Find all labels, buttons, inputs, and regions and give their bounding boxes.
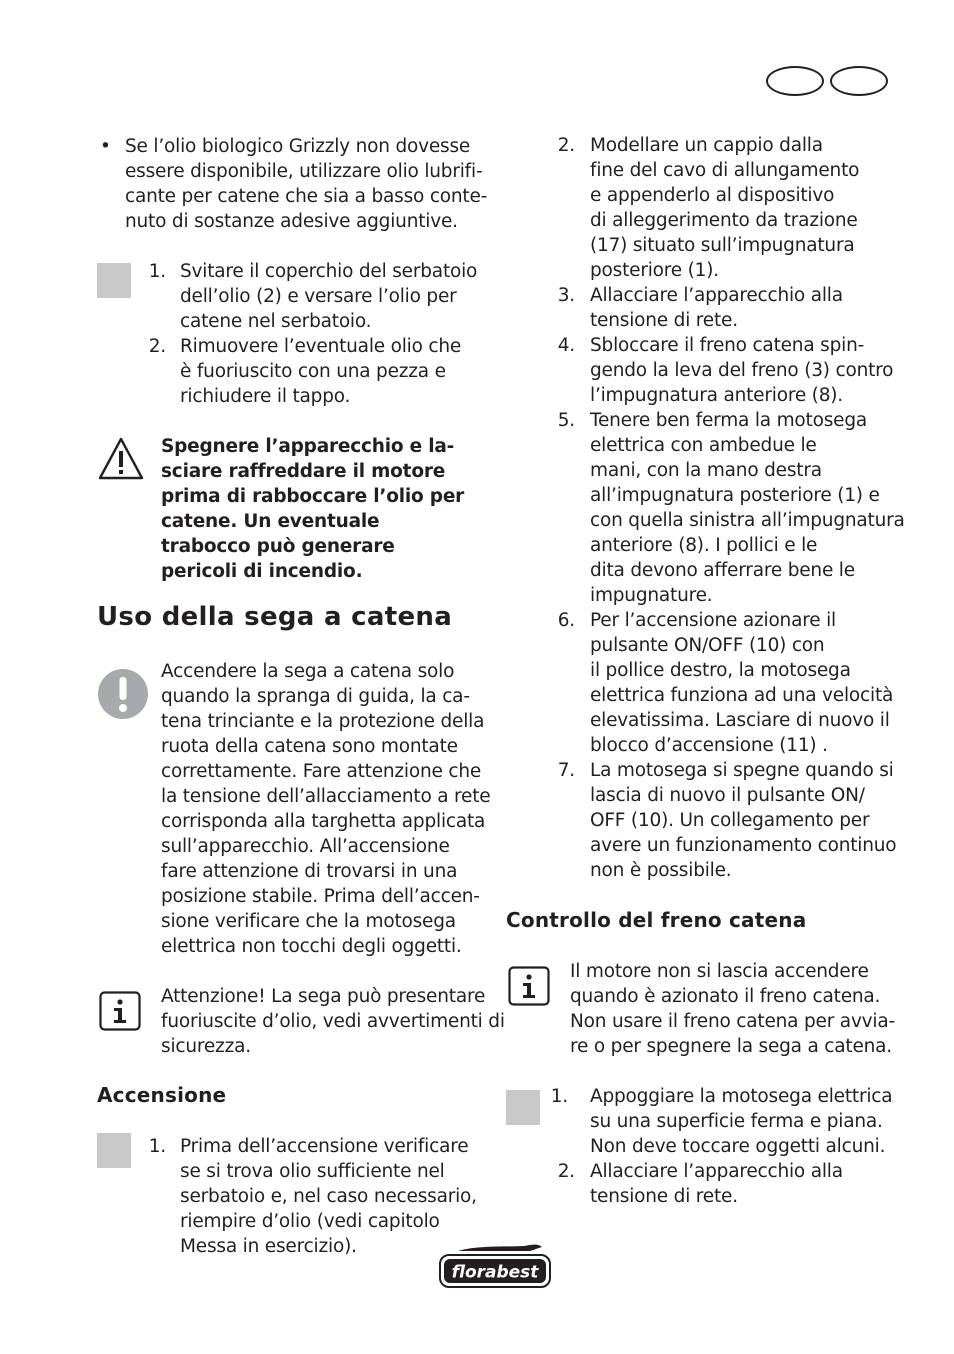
subheading-controllo-freno: Controllo del freno catena — [506, 908, 807, 932]
step-number: 2. — [557, 1161, 575, 1182]
subheading-accensione: Accensione — [97, 1083, 227, 1107]
step-text: Allacciare l’apparecchio alla tensione di rete. — [590, 285, 843, 331]
step-number: 1. — [148, 261, 166, 282]
step-number: 3. — [557, 285, 575, 306]
gray-square-icon — [506, 1090, 540, 1125]
section-title: Uso della sega a catena — [97, 602, 453, 632]
step-number: 4. — [557, 335, 575, 356]
step-text: Svitare il coperchio del serbatoio dell’olio (2) e versare l’olio per catene nel serbatoio. — [180, 261, 478, 332]
step-text: La motosega si spegne quando si lascia di nuovo il pulsante ON/ OFF (10). Un collegamento per avere un funzionamento continuo non è possibile. — [590, 760, 897, 881]
step-number: 7. — [557, 760, 575, 781]
gray-square-icon — [97, 263, 131, 298]
language-oval-left — [766, 66, 824, 96]
warning-text: Spegnere l’apparecchio e la- sciare raffreddare il motore prima di rabboccare l’olio per catene. Un eventuale trabocco può generare pericoli di incendio. — [161, 436, 465, 582]
step-text: Appoggiare la motosega elettrica su una superficie ferma e piana. Non deve toccare oggetti alcuni. — [590, 1086, 893, 1157]
bullet-text: Se l’olio biologico Grizzly non dovesse essere disponibile, utilizzare olio lubrifi- cante per catene che sia a basso conte- nuto di sostanze adesive aggiuntive. — [125, 136, 488, 232]
step-number: 1. — [148, 1136, 166, 1157]
step-number: 2. — [557, 135, 575, 156]
info-text: Il motore non si lascia accendere quando è azionato il freno catena. Non usare il freno catena per avvia- re o per spegnere la sega a catena. — [570, 961, 895, 1057]
step-text: Allacciare l’apparecchio alla tensione di rete. — [590, 1161, 843, 1207]
step-text: Rimuovere l’eventuale olio che è fuoriuscito con una pezza e richiudere il tappo. — [180, 336, 462, 407]
step-number: 6. — [557, 610, 575, 631]
step-text: Modellare un cappio dalla fine del cavo di allungamento e appenderlo al dispositivo di alleggerimento da trazione (17) situato sull’impugnatura posteriore (1). — [590, 135, 860, 281]
bullet-point: • — [100, 136, 111, 157]
step-number: 5. — [557, 410, 575, 431]
florabest-logo — [438, 1243, 552, 1289]
exclamation-circle-icon — [97, 668, 149, 720]
step-number: 2. — [148, 336, 166, 357]
caution-text: Accendere la sega a catena solo quando la spranga di guida, la ca- tena trinciante e la protezione della ruota della catena sono montate correttamente. Fare attenzione che la tensione dell’allacciamento a rete corrisponda alla targhetta applicata sull’apparecchio. All’accensione fare attenzione di trovarsi in una posizione stabile. Prima dell’accen- sione verificare che la motosega elettrica non tocchi degli oggetti. — [161, 661, 491, 957]
info-text: Attenzione! La sega può presentare fuoriuscite d’olio, vedi avvertimenti di sicurezza. — [161, 986, 505, 1057]
gray-square-icon — [97, 1133, 131, 1168]
step-text: Sbloccare il freno catena spin- gendo la leva del freno (3) contro l’impugnatura anteriore (8). — [590, 335, 894, 406]
language-oval-right — [830, 66, 888, 96]
warning-triangle-icon — [97, 436, 145, 482]
step-number: 1. — [550, 1086, 568, 1107]
step-text: Tenere ben ferma la motosega elettrica con ambedue le mani, con la mano destra all’impugnatura posteriore (1) e con quella sinistra all’impugnatura anteriore (8). I pollici e le dita devono afferrare bene le impugnature. — [590, 410, 905, 606]
step-text: Prima dell’accensione verificare se si trova olio sufficiente nel serbatoio e, nel caso necessario, riempire d’olio (vedi capitolo Messa in esercizio). — [180, 1136, 477, 1257]
svg-text:florabest: florabest — [451, 1262, 539, 1283]
info-icon — [99, 991, 141, 1031]
step-text: Per l’accensione azionare il pulsante ON/OFF (10) con il pollice destro, la motosega elettrica funziona ad una velocità elevatissima. Lasciare di nuovo il blocco d’accensione (11) . — [590, 610, 894, 756]
info-icon — [508, 966, 550, 1006]
